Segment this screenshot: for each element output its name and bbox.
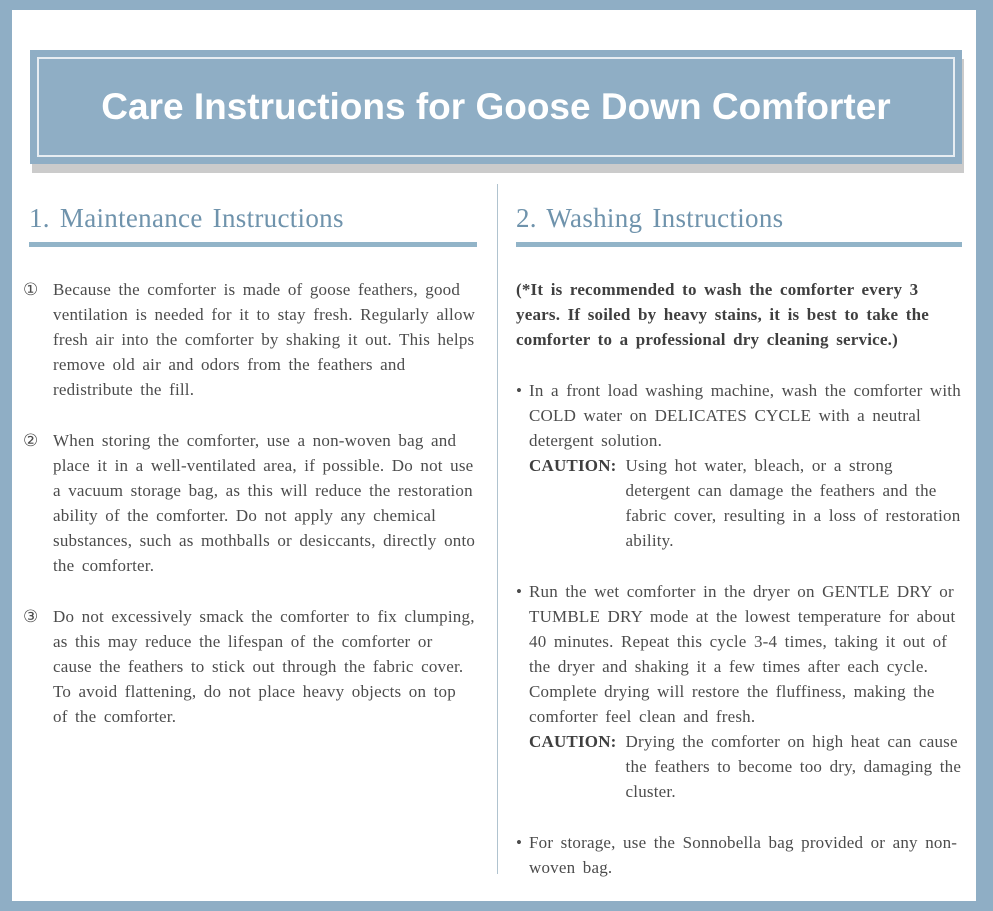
washing-item-body — [529, 830, 962, 880]
washing-item — [516, 579, 962, 804]
maintenance-item — [23, 604, 477, 729]
washing-item-text: For storage, use the Sonnobella bag provided or any non-woven bag. — [529, 833, 958, 878]
caution-text: Using hot water, bleach, or a strong detergent can damage the feathers and the fabric cover, resulting in a loss of restoration ability. — [625, 456, 961, 551]
washing-heading: 2. Washing Instructions — [516, 203, 784, 233]
maintenance-heading-rule — [29, 242, 477, 247]
washing-note: (*It is recommended to wash the comforter every 3 years. If soiled by heavy stains, it is best to take the comforter to a professional dry cleaning service.) — [516, 280, 930, 350]
maintenance-item — [23, 277, 477, 402]
maintenance-item-text: Because the comforter is made of goose feathers, good ventilation is needed for it to stay fresh. Regularly allow fresh air into the comforter by shaking it out. This helps remove old air and odors from the feathers and redistribute the fill. — [53, 280, 476, 400]
maintenance-section — [12, 202, 497, 906]
maintenance-item-text: Do not excessively smack the comforter to fix clumping, as this may reduce the lifespan of the comforter or cause the feathers to stick out through the fabric cover. To avoid flattening, do not place heavy objects on top of the comforter. — [53, 607, 475, 727]
maintenance-item-text: When storing the comforter, use a non-woven bag and place it in a well-ventilated area, if possible. Do not use a vacuum storage bag, as this will reduce the restoration ability of the comforter. Do not apply any chemical substances, such as mothballs or desiccants, directly onto the comforter. — [53, 431, 476, 576]
page-title: Care Instructions for Goose Down Comforter — [101, 86, 891, 127]
caution-text: Drying the comforter on high heat can cause the feathers to become too dry, damaging the cluster. — [625, 732, 962, 802]
content-columns — [12, 202, 976, 906]
washing-item — [516, 378, 962, 553]
circled-number-marker: ① — [23, 280, 39, 300]
caution-label: CAUTION: — [529, 732, 617, 752]
caution-label: CAUTION: — [529, 456, 617, 476]
circled-number-marker: ② — [23, 431, 39, 451]
column-divider — [497, 184, 498, 874]
maintenance-heading: 1. Maintenance Instructions — [29, 203, 344, 233]
washing-item-body — [529, 378, 962, 553]
caution-block — [529, 453, 962, 553]
maintenance-item — [23, 428, 477, 578]
washing-heading-rule — [516, 242, 962, 247]
bullet-marker: • — [516, 833, 523, 853]
washing-section — [497, 202, 976, 906]
washing-item-text: Run the wet comforter in the dryer on GENTLE DRY or TUMBLE DRY mode at the lowest temperature for about 40 minutes. Repeat this cycle 3-4 times, taking it out of the dryer and shaking it a few times after each cycle. Complete drying will restore the fluffiness, making the comforter feel clean and fresh. — [529, 582, 956, 727]
bullet-marker: • — [516, 381, 523, 401]
washing-item — [516, 830, 962, 880]
title-banner — [30, 50, 962, 164]
circled-number-marker: ③ — [23, 607, 39, 627]
washing-item-text: In a front load washing machine, wash the comforter with COLD water on DELICATES CYCLE with a neutral detergent solution. — [529, 381, 961, 451]
washing-item-body — [529, 579, 962, 804]
caution-block — [529, 729, 962, 804]
bullet-marker: • — [516, 582, 523, 602]
